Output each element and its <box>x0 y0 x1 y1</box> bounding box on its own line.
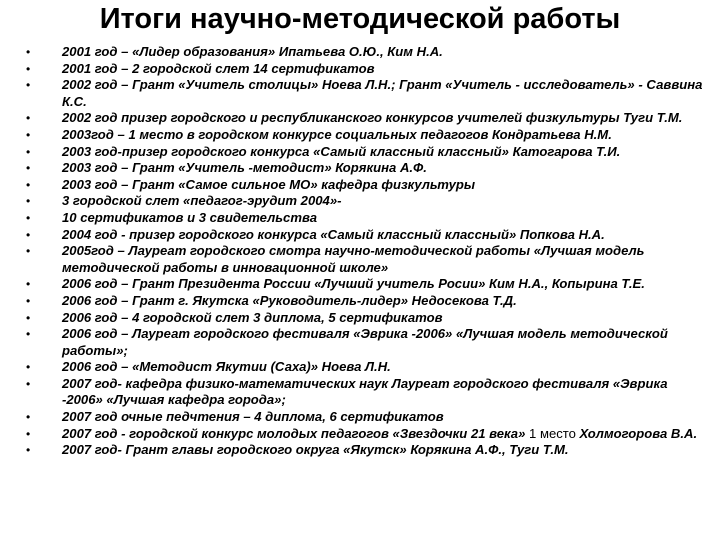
list-item-text: 2006 год – Грант Президента России «Лучший учитель Росии» Ким Н.А., Копырина Т.Е. <box>62 276 645 292</box>
list-item <box>20 442 706 459</box>
list-item-text: 2007 год очные педчтения – 4 диплома, 6 сертификатов <box>62 409 444 425</box>
slide-title: Итоги научно-методической работы <box>99 3 621 35</box>
list-item-text: 3 городской слет «педагог-эрудит 2004»- <box>62 193 342 209</box>
bullet-icon: • <box>26 161 31 176</box>
list-item <box>20 310 706 327</box>
bullet-icon: • <box>26 227 31 242</box>
bullet-icon: • <box>26 293 31 308</box>
list-item <box>20 160 706 177</box>
bullet-icon: • <box>26 327 31 342</box>
list-item-text: 2005год – Лауреат городского смотра научно-методической работы «Лучшая модель методической работы в инновационной школе» <box>62 243 645 275</box>
list-item <box>20 243 706 276</box>
list-item-text: 2006 год – «Методист Якутии (Саха)» Ноева Л.Н. <box>62 359 391 375</box>
bullet-icon: • <box>26 210 31 225</box>
list-item-text: 2001 год – «Лидер образования» Ипатьева О.Ю., Ким Н.А. <box>62 44 443 59</box>
list-item <box>20 177 706 194</box>
bullet-icon: • <box>26 410 31 425</box>
list-item <box>20 326 706 359</box>
bullet-icon: • <box>26 78 31 93</box>
list-item <box>20 426 706 443</box>
list-item-text: 2007 год- Грант главы городского округа «Якутск» Корякина А.Ф., Туги Т.М. <box>62 442 569 458</box>
bullet-icon: • <box>26 194 31 209</box>
bullet-icon: • <box>26 310 31 325</box>
list-item <box>20 227 706 244</box>
list-item <box>20 61 706 78</box>
list-item-text: 2006 год – Лауреат городского фестиваля «Эврика -2006» «Лучшая модель методической работы»; <box>62 326 668 358</box>
list-item-text: 10 сертификатов и 3 свидетельства <box>62 209 317 225</box>
list-item <box>20 144 706 161</box>
list-item <box>20 193 706 210</box>
list-item <box>20 44 706 61</box>
list-item-place: 1 место <box>525 425 576 441</box>
list-item-text: 2003 год-призер городского конкурса «Самый классный классный» Катогарова Т.И. <box>62 143 621 159</box>
list-item <box>20 276 706 293</box>
list-item-text: 2007 год- кафедра физико-математических наук Лауреат городского фестиваля «Эврика -2006» «Лучшая кафедра города»; <box>62 375 668 408</box>
list-item-text: 2007 год - городской конкурс молодых педагогов «Звездочки 21 века» <box>62 425 526 441</box>
list-item <box>20 77 706 110</box>
bullet-icon: • <box>26 61 31 76</box>
list-item <box>20 210 706 227</box>
list-item-winner: Холмогорова В.А. <box>575 425 698 441</box>
results-list <box>20 44 706 459</box>
bullet-icon: • <box>26 111 31 126</box>
list-item <box>20 127 706 144</box>
bullet-icon: • <box>26 443 31 458</box>
list-item <box>20 293 706 310</box>
bullet-icon: • <box>26 144 31 159</box>
list-item-text: 2002 год призер городского и республиканского конкурсов учителей физкультуры Туги Т.М. <box>62 110 683 126</box>
bullet-icon: • <box>26 360 31 375</box>
list-item-text: 2001 год – 2 городской слет 14 сертификатов <box>62 60 375 76</box>
list-item-text: 2004 год - призер городского конкурса «Самый классный классный» Попкова Н.А. <box>62 226 605 242</box>
list-item-text: 2003 год – Грант «Самое сильное МО» кафедра физкультуры <box>62 176 476 192</box>
list-item-text: 2003год – 1 место в городском конкурсе социальных педагогов Кондратьева Н.М. <box>62 126 612 142</box>
list-item <box>20 409 706 426</box>
bullet-icon: • <box>26 244 31 259</box>
list-item-text: 2003 год – Грант «Учитель -методист» Корякина А.Ф. <box>62 160 427 176</box>
bullet-icon: • <box>26 277 31 292</box>
bullet-icon: • <box>26 177 31 192</box>
list-item <box>20 359 706 376</box>
list-item <box>20 110 706 127</box>
bullet-icon: • <box>26 45 31 59</box>
list-item <box>20 376 706 409</box>
bullet-icon: • <box>26 376 31 391</box>
list-item-text: 2006 год – 4 городской слет 3 диплома, 5 сертификатов <box>62 309 443 325</box>
bullet-icon: • <box>26 127 31 142</box>
bullet-icon: • <box>26 426 31 441</box>
list-item-text: 2002 год – Грант «Учитель столицы» Ноева Л.Н.; Грант «Учитель - исследователь» - Саввина К.С. <box>62 77 703 109</box>
list-item-text: 2006 год – Грант г. Якутска «Руководитель-лидер» Недосекова Т.Д. <box>62 292 517 308</box>
